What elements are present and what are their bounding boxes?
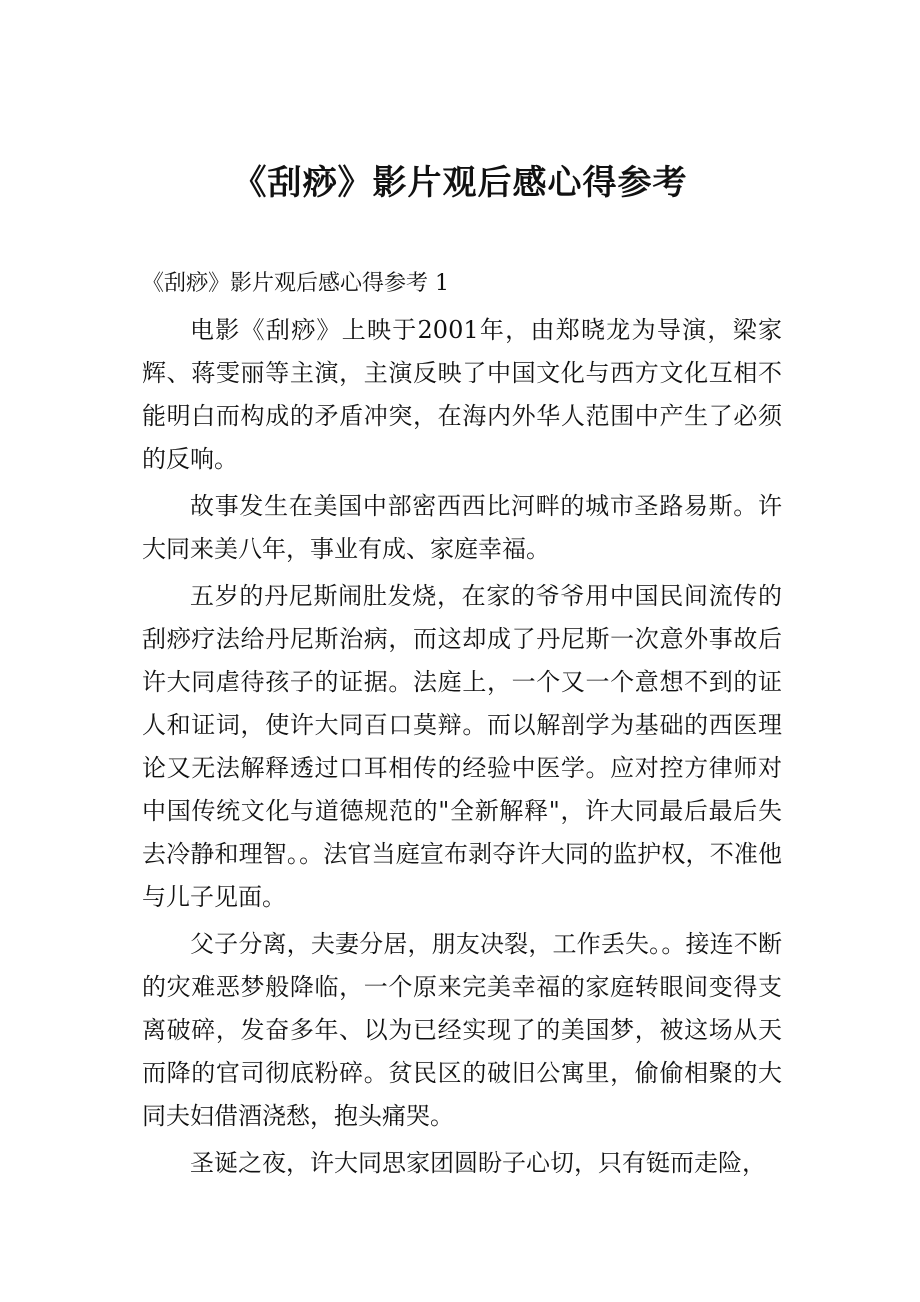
- document-body: [142, 262, 782, 1189]
- paragraph: 圣诞之夜，许大同思家团圆盼子心切，只有铤而走险，: [190, 1149, 766, 1177]
- paragraph: 父子分离，夫妻分居，朋友决裂，工作丢失。。接连不断的灾难恶梦般降临，一个原来完美幸福的家庭转眼间变得支离破碎，发奋多年、以为已经实现了的美国梦，被这场从天而降的官司彻底粉碎。贫民区的破旧公寓里，偷偷相聚的大同夫妇借酒浇愁，抱头痛哭。: [142, 930, 782, 1130]
- paragraph: 电影《刮痧》上映于2001年，由郑晓龙为导演，梁家辉、蒋雯丽等主演，主演反映了中国文化与西方文化互相不能明白而构成的矛盾冲突，在海内外华人范围中产生了必须的反响。: [142, 316, 782, 473]
- paragraph: 五岁的丹尼斯闹肚发烧，在家的爷爷用中国民间流传的刮痧疗法给丹尼斯治病，而这却成了丹尼斯一次意外事故后许大同虐待孩子的证据。法庭上，一个又一个意想不到的证人和证词，使许大同百口莫辩。而以解剖学为基础的西医理论又无法解释透过口耳相传的经验中医学。应对控方律师对中国传统文化与道德规范的"全新解释"，许大同最后最后失去冷静和理智。。法官当庭宣布剥夺许大同的监护权，不准他与儿子见面。: [142, 582, 782, 911]
- document-title: 《刮痧》影片观后感心得参考: [232, 163, 688, 203]
- paragraph: 故事发生在美国中部密西西比河畔的城市圣路易斯。许大同来美八年，事业有成、家庭幸福。: [142, 492, 782, 563]
- section-heading: 《刮痧》影片观后感心得参考 1: [142, 271, 449, 296]
